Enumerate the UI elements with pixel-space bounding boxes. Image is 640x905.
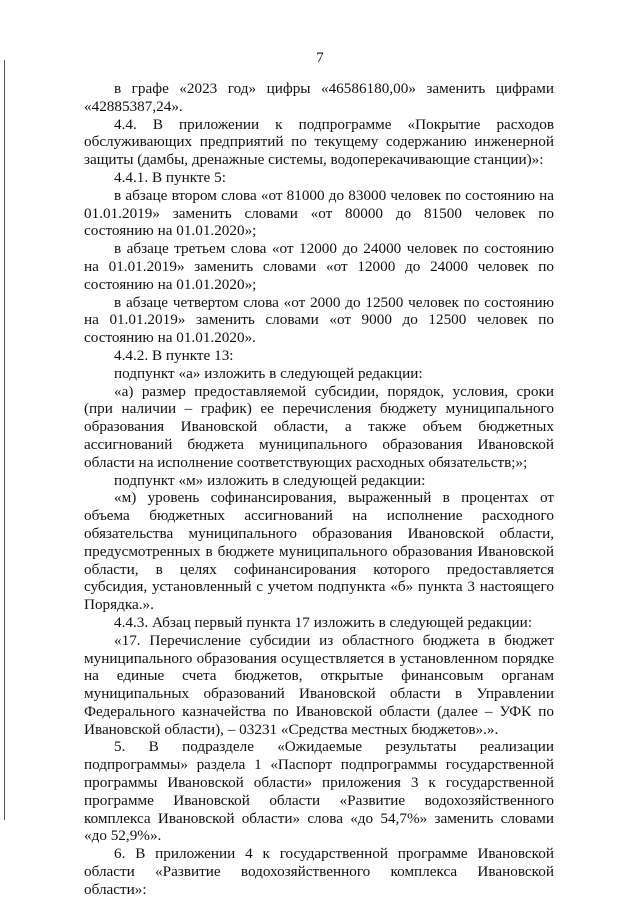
- paragraph-abzac-fourth: в абзаце четвертом слова «от 2000 до 12500 человек по состоянию на 01.01.2019» заменить словами «от 9000 до 12500 человек по состоянию на 01.01.2020».: [84, 293, 554, 347]
- paragraph-point-17-text: «17. Перечисление субсидии из областного бюджета в бюджет муниципального образования осуществляется в установленном порядке на единые счета бюджетов, открытые финансовым органам муниципальных образований Ивановской области в Управлении Федерального казначейства по Ивановской области (далее – УФК по Ивановской области), – 03231 «Средства местных бюджетов».».: [84, 631, 554, 738]
- paragraph-6: 6. В приложении 4 к государственной программе Ивановской области «Развитие водохозяйственного комплекса Ивановской области»:: [84, 845, 554, 898]
- paragraph-subpoint-a-intro: подпункт «а» изложить в следующей редакции:: [114, 364, 423, 382]
- paragraph-4-4-3: 4.4.3. Абзац первый пункта 17 изложить в следующей редакции:: [114, 613, 533, 631]
- paragraph-abzac-second: в абзаце втором слова «от 81000 до 83000 человек по состоянию на 01.01.2019» заменить словами «от 80000 до 81500 человек по состоянию на 01.01.2020»;: [84, 186, 554, 240]
- paragraph-5: 5. В подразделе «Ожидаемые результаты реализации подпрограммы» раздела 1 «Паспорт подпрограммы государственной программы Ивановской области» приложения 3 к государственной программе Ивановской области «Развитие водохозяйственного комплекса Ивановской области» слова «до 54,7%» заменить словами «до 52,9%».: [84, 738, 554, 845]
- page-number: 7: [316, 50, 324, 66]
- paragraph-subpoint-m-text: «м) уровень софинансирования, выраженный в процентах от объема бюджетных ассигнований на исполнение расходного обязательства муниципального образования Ивановской области, предусмотренных в бюджете муниципального образования Ивановской области, в целях софинансирования которого предоставляется субсидия, установленный с учетом подпункта «б» пункта 3 настоящего Порядка.».: [84, 489, 554, 614]
- paragraph-4-4-2: 4.4.2. В пункте 13:: [114, 346, 234, 364]
- paragraph-4-4-1: 4.4.1. В пункте 5:: [114, 168, 226, 186]
- document-body: [84, 80, 554, 899]
- paragraph-abzac-third: в абзаце третьем слова «от 12000 до 24000 человек по состоянию на 01.01.2019» заменить словами «от 12000 до 24000 человек по состоянию на 01.01.2020»;: [84, 240, 554, 293]
- margin-rule: [4, 60, 5, 820]
- paragraph-subpoint-a-text: «а) размер предоставляемой субсидии, порядок, условия, сроки (при наличии – график) ее перечисления бюджету муниципального образования Ивановской области, а также объем бюджетных ассигнований бюджета муниципального образования Ивановской области на исполнение соответствующих расходных обязательств;»;: [84, 382, 554, 471]
- paragraph-4-4: 4.4. В приложении к подпрограмме «Покрытие расходов обслуживающих предприятий по текущему содержанию инженерной защиты (дамбы, дренажные системы, водоперекачивающие станции)»:: [84, 115, 554, 169]
- paragraph-subpoint-m-intro: подпункт «м» изложить в следующей редакции:: [114, 471, 426, 489]
- paragraph-graph-2023: в графе «2023 год» цифры «46586180,00» заменить цифрами «42885387,24».: [84, 80, 554, 115]
